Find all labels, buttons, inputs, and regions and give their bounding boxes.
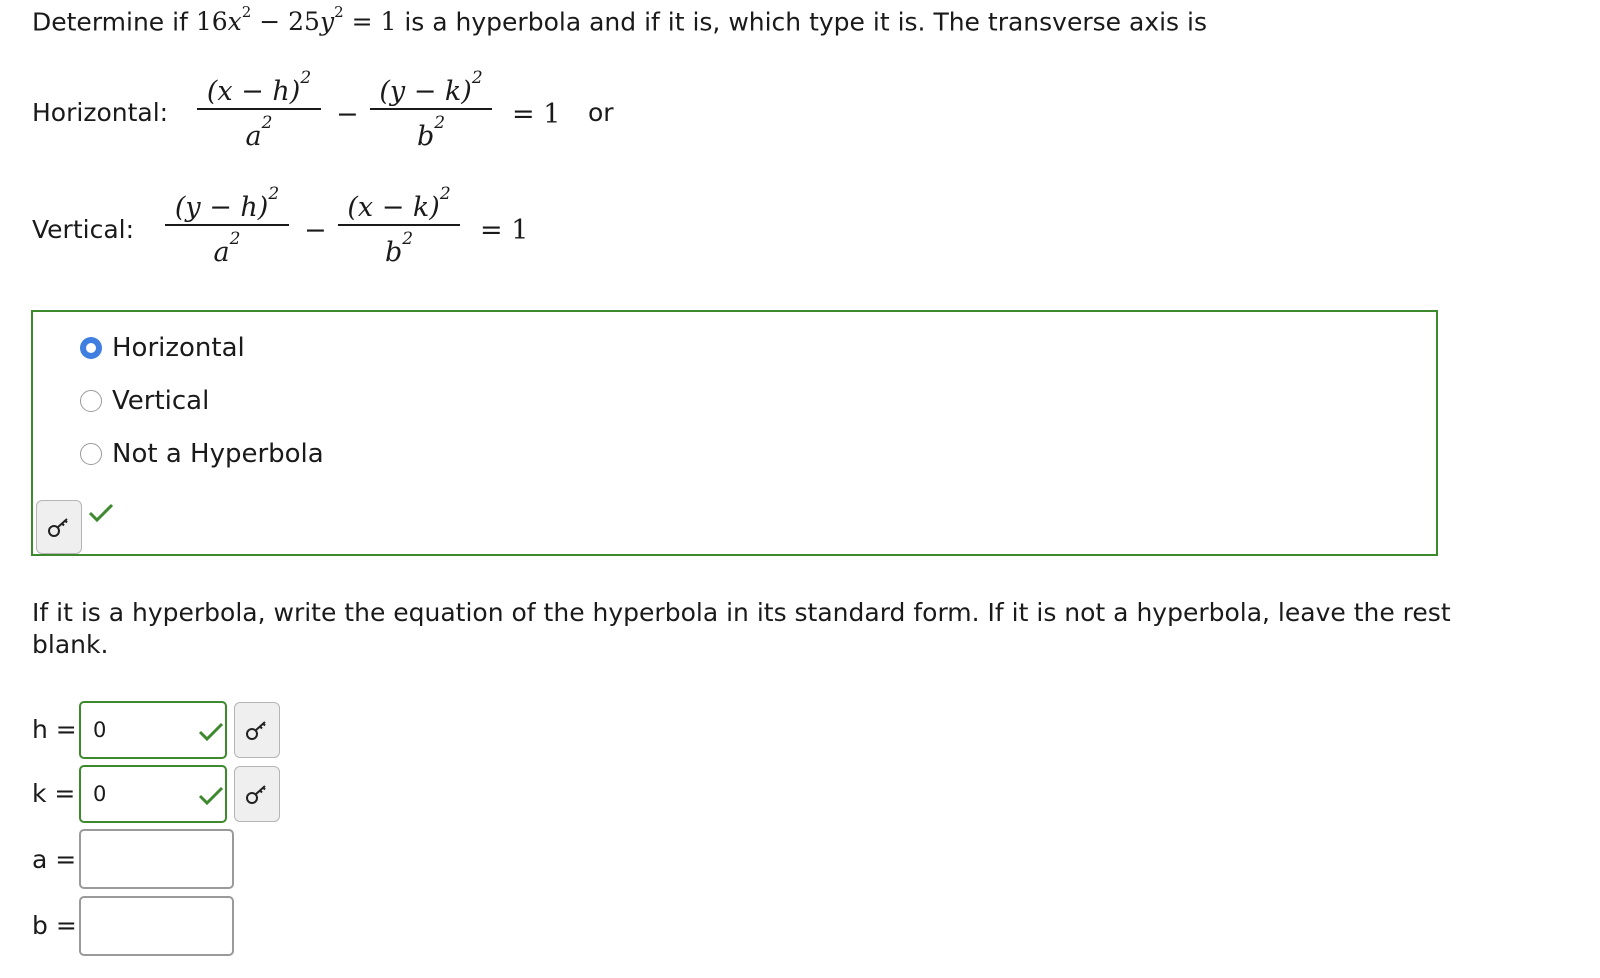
horizontal-minus: − bbox=[336, 99, 359, 130]
radio-option-vertical[interactable] bbox=[80, 381, 209, 421]
checkmark-icon bbox=[88, 502, 114, 524]
equation-inline: $16x^2 - 25y^2 = 1$ bbox=[195, 3, 397, 37]
radio-option-horizontal[interactable] bbox=[80, 328, 245, 368]
vertical-fraction-2: $(x - k)^2$ $b^2$ bbox=[338, 178, 460, 266]
b-label: b = bbox=[32, 911, 77, 940]
horizontal-fraction-2: $(y - k)^2$ $b^2$ bbox=[370, 62, 492, 150]
key-icon bbox=[244, 717, 270, 743]
vertical-form-label: Vertical: bbox=[32, 215, 135, 244]
or-text: or bbox=[588, 98, 614, 127]
horizontal-fraction-1: $(x - h)^2$ $a^2$ bbox=[197, 62, 321, 150]
radio-label-horizontal: Horizontal bbox=[112, 333, 245, 363]
k-label: k = bbox=[32, 779, 76, 808]
horizontal-form-label: Horizontal: bbox=[32, 98, 169, 127]
radio-label-not-hyperbola: Not a Hyperbola bbox=[112, 439, 324, 469]
k-checkmark-icon bbox=[198, 785, 224, 807]
question-text: Determine if $16x^2 - 25y^2 = 1$ is a hyperbola and if it is, which type it is. The transverse axis is bbox=[32, 3, 1207, 37]
radio-label-vertical: Vertical bbox=[112, 386, 210, 416]
axis-answer-key-button[interactable] bbox=[36, 500, 82, 554]
key-icon bbox=[46, 514, 72, 540]
radio-option-not-hyperbola[interactable] bbox=[80, 434, 324, 474]
k-key-button[interactable] bbox=[234, 766, 280, 822]
question2-text: If it is a hyperbola, write the equation of the hyperbola in its standard form. If it is not a hyperbola, leave the rest blank. bbox=[32, 598, 1451, 659]
key-icon bbox=[244, 781, 270, 807]
radio-button-horizontal[interactable] bbox=[80, 337, 102, 359]
vertical-fraction-1: $(y - h)^2$ $a^2$ bbox=[165, 178, 289, 266]
a-input[interactable] bbox=[79, 829, 234, 889]
vertical-minus: − bbox=[304, 215, 327, 246]
radio-button-not-hyperbola[interactable] bbox=[80, 443, 102, 465]
horizontal-rhs: = 1 bbox=[512, 99, 561, 130]
b-input[interactable] bbox=[79, 896, 234, 956]
vertical-rhs: = 1 bbox=[480, 215, 529, 246]
h-label: h = bbox=[32, 715, 77, 744]
h-key-button[interactable] bbox=[234, 702, 280, 758]
radio-button-vertical[interactable] bbox=[80, 390, 102, 412]
h-checkmark-icon bbox=[198, 721, 224, 743]
a-label: a = bbox=[32, 845, 77, 874]
